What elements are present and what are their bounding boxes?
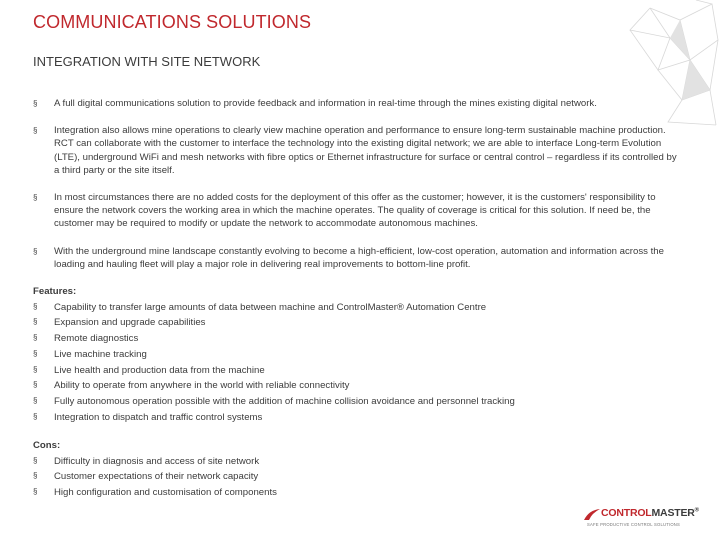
list-item <box>33 410 683 426</box>
bullet-marker: § <box>33 411 38 421</box>
bullet-marker: § <box>33 99 38 108</box>
cons-heading: Cons: <box>33 440 61 451</box>
bullet-marker: § <box>33 348 38 358</box>
list-item <box>33 485 683 501</box>
bullet-marker: § <box>33 364 38 374</box>
list-item <box>33 245 683 271</box>
logo-word-master: MASTER <box>651 507 695 519</box>
list-item <box>33 331 683 347</box>
cons-section <box>33 438 683 501</box>
logo-swoosh-icon <box>583 508 601 522</box>
logo-wordmark <box>601 507 699 519</box>
bullet-marker: § <box>33 317 38 327</box>
bullet-marker: § <box>33 487 38 497</box>
bullet-marker: § <box>33 246 38 256</box>
feature-text: Integration to dispatch and traffic control systems <box>54 411 263 423</box>
feature-text: Fully autonomous operation possible with the addition of machine collision avoidance and personnel tracking <box>54 395 515 407</box>
description-bullets <box>33 97 683 285</box>
list-item <box>33 191 683 231</box>
features-section <box>33 284 683 425</box>
list-item <box>33 300 683 316</box>
bullet-marker: § <box>33 126 38 136</box>
feature-text: Expansion and upgrade capabilities <box>54 317 206 329</box>
logo-tagline: SAFE PRODUCTIVE CONTROL SOLUTIONS <box>587 522 680 527</box>
feature-text: Ability to operate from anywhere in the world with reliable connectivity <box>54 380 350 392</box>
bullet-text: Integration also allows mine operations to clearly view machine operation and performance to ensure long-term sustainable machine production. RCT can collaborate with the customer to interface the technology into the existing digital network; we are able to interface Long-term Evolution (LTE), underground WiFi and mesh networks with fibre optics or Ethernet infrastructure for surface or central control – regardless if its controlled by a third party or the site itself. <box>54 125 677 176</box>
page-subtitle: INTEGRATION WITH SITE NETWORK <box>33 54 261 69</box>
bullet-text: With the underground mine landscape constantly evolving to become a high-efficient, low-cost operation, automation and information across the loading and hauling fleet will play a major role in delivering real improvements to bottom-line profit. <box>54 245 664 270</box>
logo-word-control: CONTROL <box>601 507 652 519</box>
features-heading: Features: <box>33 286 77 297</box>
bullet-marker: § <box>33 471 38 481</box>
list-item <box>33 454 683 470</box>
feature-text: Live health and production data from the machine <box>54 364 265 376</box>
bullet-marker: § <box>33 193 38 203</box>
list-item <box>33 469 683 485</box>
bullet-marker: § <box>33 380 38 390</box>
bullet-text: A full digital communications solution to provide feedback and information in real-time through the mines existing digital network. <box>54 98 597 109</box>
list-item <box>33 347 683 363</box>
page-title: COMMUNICATIONS SOLUTIONS <box>33 12 312 32</box>
bullet-marker: § <box>33 333 38 343</box>
list-item <box>33 315 683 331</box>
list-item <box>33 394 683 410</box>
feature-text: Capability to transfer large amounts of data between machine and ControlMaster® Automation Centre <box>54 301 487 313</box>
list-item <box>33 97 683 110</box>
bullet-marker: § <box>33 455 38 465</box>
feature-text: Remote diagnostics <box>54 333 139 345</box>
bullet-marker: § <box>33 301 38 311</box>
con-text: Difficulty in diagnosis and access of site network <box>54 455 260 467</box>
list-item <box>33 124 683 177</box>
list-item <box>33 378 683 394</box>
bullet-text: In most circumstances there are no added costs for the deployment of this offer as the customer; however, it is the customers' responsibility to ensure the network covers the working area in which the machine operates. The quality of coverage is critical for this solution. If need be, the customer may be required to modify or update the network to accommodate autonomous machines. <box>54 192 656 230</box>
controlmaster-logo <box>583 506 698 534</box>
list-item <box>33 363 683 379</box>
bullet-marker: § <box>33 395 38 405</box>
con-text: High configuration and customisation of components <box>54 487 277 499</box>
feature-text: Live machine tracking <box>54 348 147 360</box>
logo-registered-mark: ® <box>694 507 699 514</box>
con-text: Customer expectations of their network capacity <box>54 471 259 483</box>
